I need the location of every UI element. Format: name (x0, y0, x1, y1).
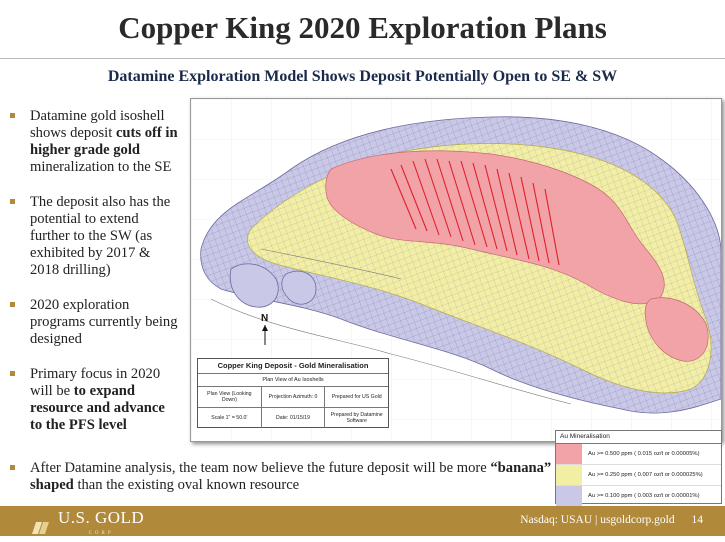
footer-bar (0, 506, 725, 536)
website-link[interactable]: usgoldcorp.gold (600, 514, 675, 526)
footer-separator: | (595, 514, 598, 526)
bottom-bullet (10, 460, 560, 494)
gold-bars-icon (30, 516, 52, 536)
prepared-by-cell: Prepared by Datamine Software (330, 412, 383, 424)
legend-swatch-high (556, 444, 582, 464)
title-block-heading: Copper King Deposit - Gold Mineralisation (198, 359, 388, 374)
ticker-text: Nasdaq: USAU (520, 514, 593, 526)
title-block-view: Plan View of Au Isoshells (198, 374, 388, 387)
bullet-bold-text: to expand resource and advance to the PFS level (30, 383, 165, 433)
prepared-for-cell: Prepared for US Gold (331, 394, 382, 400)
bullet-item (10, 108, 178, 176)
page-number: 14 (691, 514, 703, 526)
plan-view-cell: Plan View (Looking Down) (198, 387, 262, 407)
bullet-list (10, 108, 178, 434)
bullet-item (10, 297, 178, 348)
bullet-marker (10, 465, 15, 470)
bullet-marker (10, 371, 15, 376)
legend-swatch-low (556, 486, 582, 506)
page-subtitle: Datamine Exploration Model Shows Deposit Potentially Open to SE & SW (107, 68, 618, 85)
bullet-text: mineralization to the SE (30, 159, 172, 175)
company-logo (30, 510, 144, 542)
bullet-bold-text: “banana” shaped (30, 460, 552, 493)
bullet-text: The deposit also has the potential to extend further to the SW (as exhibited by 2017 & 2018 drilling) (30, 194, 171, 278)
bullet-bold-text: cuts off in higher grade gold (30, 125, 178, 158)
bullet-text: 2020 exploration programs currently being designed (30, 297, 178, 347)
bullet-marker (10, 113, 15, 118)
legend-label: Au >= 0.100 ppm ( 0.003 oz/t or 0.00001%) (588, 493, 700, 499)
logo-name: U.S. GOLD (58, 508, 145, 527)
map-legend (555, 430, 722, 504)
legend-item (556, 444, 721, 465)
scale-cell: Scale 1" = 50.0' (198, 408, 262, 428)
legend-label: Au >= 0.500 ppm ( 0.015 oz/t or 0.00005%) (588, 451, 700, 457)
footer-info (520, 514, 703, 526)
bullet-text: Primary focus in 2020 will be (30, 366, 161, 399)
bullet-text: than the existing oval known resource (73, 477, 300, 493)
legend-label: Au >= 0.250 ppm ( 0.007 oz/t or 0.000025%) (588, 472, 703, 478)
title-block-row (198, 408, 388, 428)
title-block-row (198, 387, 388, 408)
title-divider (0, 58, 725, 59)
bullet-text: After Datamine analysis, the team now believe the future deposit will be more (30, 460, 491, 476)
legend-heading: Au Mineralisation (556, 431, 721, 444)
bullet-text: Datamine gold isoshell shows deposit (30, 108, 165, 141)
legend-item (556, 465, 721, 486)
projection-cell: Projection Azimuth: 0 (262, 387, 326, 407)
bullet-item (10, 366, 178, 434)
date-cell: Date: 01/15/19 (262, 408, 326, 428)
map-title-block (197, 358, 389, 428)
legend-swatch-mid (556, 465, 582, 485)
legend-item (556, 486, 721, 506)
logo-subtext: CORP (88, 531, 114, 536)
bullet-marker (10, 302, 15, 307)
page-title: Copper King 2020 Exploration Plans (118, 10, 607, 45)
bullet-item (10, 194, 178, 279)
north-label: N (261, 313, 269, 324)
bullet-marker (10, 199, 15, 204)
